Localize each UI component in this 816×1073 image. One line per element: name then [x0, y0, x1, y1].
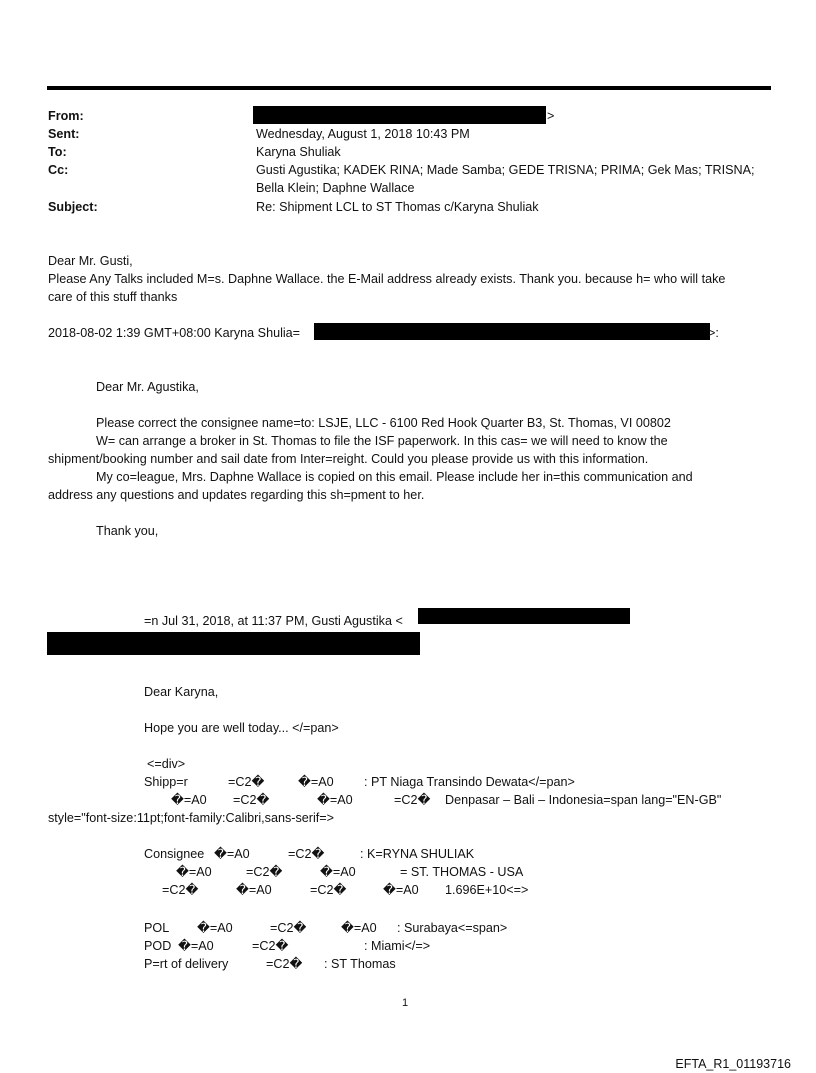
cc-label: Cc:	[48, 163, 69, 177]
garbled-char: �=A0	[320, 865, 356, 879]
garbled-char: =C2�	[252, 939, 289, 953]
gusti-greeting: Dear Karyna,	[144, 685, 219, 699]
garbled-char: �=A0	[383, 883, 419, 897]
karyna-paragraph: shipment/booking number and sail date from Inter=reight. Could you please provide us with this information.	[48, 452, 649, 466]
pod-value: : Miami</=>	[364, 939, 431, 953]
karyna-greeting: Dear Mr. Agustika,	[96, 380, 199, 394]
garbled-char: �=A0	[178, 939, 214, 953]
to-value: Karyna Shuliak	[256, 145, 341, 159]
sent-label: Sent:	[48, 127, 80, 141]
shipper-label: Shipp=r	[144, 775, 188, 789]
document-id: EFTA_R1_01193716	[675, 1057, 791, 1071]
redaction-bar	[253, 106, 546, 124]
garbled-char: =C2�	[228, 775, 265, 789]
redaction-bar	[418, 608, 630, 624]
subject-value: Re: Shipment LCL to ST Thomas c/Karyna Shuliak	[256, 200, 539, 214]
garbled-char: �=A0	[317, 793, 353, 807]
garbled-char: =C2�	[246, 865, 283, 879]
garbled-char: =C2�	[162, 883, 199, 897]
delivery-label: P=rt of delivery	[144, 957, 229, 971]
consignee-label: Consignee	[144, 847, 205, 861]
garbled-char: �=A0	[236, 883, 272, 897]
delivery-value: : ST Thomas	[324, 957, 396, 971]
gusti-quote-header: =n Jul 31, 2018, at 11:37 PM, Gusti Agustika <	[144, 614, 403, 628]
consignee-phone: 1.696E+10<=>	[445, 883, 529, 897]
gusti-line: Hope you are well today... </=pan>	[144, 721, 339, 735]
consignee-city: = ST. THOMAS - USA	[400, 865, 524, 879]
pod-label: POD	[144, 939, 172, 953]
garbled-char: =C2�	[270, 921, 307, 935]
garbled-char: �=A0	[214, 847, 250, 861]
to-label: To:	[48, 145, 67, 159]
karyna-paragraph: Please correct the consignee name=to: LSJE, LLC - 6100 Red Hook Quarter B3, St. Thomas, VI 00802	[96, 416, 671, 430]
cc-value-line2: Bella Klein; Daphne Wallace	[256, 181, 415, 195]
garbled-char: =C2�	[288, 847, 325, 861]
page-number: 1	[402, 997, 409, 1009]
karyna-paragraph: address any questions and updates regarding this sh=pment to her.	[48, 488, 425, 502]
karyna-closing: Thank you,	[96, 524, 159, 538]
cc-value-line1: Gusti Agustika; KADEK RINA; Made Samba; GEDE TRISNA; PRIMA; Gek Mas; TRISNA;	[256, 163, 755, 177]
reply-greeting: Dear Mr. Gusti,	[48, 254, 133, 268]
garbled-char: �=A0	[298, 775, 334, 789]
from-tail: >	[547, 109, 555, 123]
garbled-char: �=A0	[341, 921, 377, 935]
pol-label: POL	[144, 921, 170, 935]
subject-label: Subject:	[48, 200, 98, 214]
header-rule	[47, 86, 771, 90]
div-tag-text: <=div>	[147, 757, 186, 771]
redaction-bar	[314, 323, 710, 340]
redaction-bar	[47, 632, 420, 655]
garbled-char: =C2�	[394, 793, 431, 807]
shipper-value: : PT Niaga Transindo Dewata</=pan>	[364, 775, 575, 789]
garbled-char: �=A0	[176, 865, 212, 879]
quote-header-suffix: >:	[708, 326, 719, 340]
garbled-char: =C2�	[233, 793, 270, 807]
garbled-char: �=A0	[197, 921, 233, 935]
shipper-address: Denpasar – Bali – Indonesia=span lang="EN-GB"	[445, 793, 722, 807]
style-line: style="font-size:11pt;font-family:Calibri,sans-serif=>	[48, 811, 334, 825]
karyna-paragraph: My co=league, Mrs. Daphne Wallace is copied on this email. Please include her in=this communication and	[96, 470, 693, 484]
pol-value: : Surabaya<=span>	[397, 921, 508, 935]
garbled-char: =C2�	[310, 883, 347, 897]
karyna-paragraph: W= can arrange a broker in St. Thomas to file the ISF paperwork. In this cas= we will need to know the	[96, 434, 668, 448]
reply-line: Please Any Talks included M=s. Daphne Wallace. the E-Mail address already exists. Thank you. because h= who will take	[48, 272, 726, 286]
garbled-char: �=A0	[171, 793, 207, 807]
quote-header-prefix: 2018-08-02 1:39 GMT+08:00 Karyna Shulia=	[48, 326, 301, 340]
consignee-value: : K=RYNA SHULIAK	[360, 847, 475, 861]
from-label: From:	[48, 109, 84, 123]
reply-line: care of this stuff thanks	[48, 290, 178, 304]
garbled-char: =C2�	[266, 957, 303, 971]
sent-value: Wednesday, August 1, 2018 10:43 PM	[256, 127, 470, 141]
